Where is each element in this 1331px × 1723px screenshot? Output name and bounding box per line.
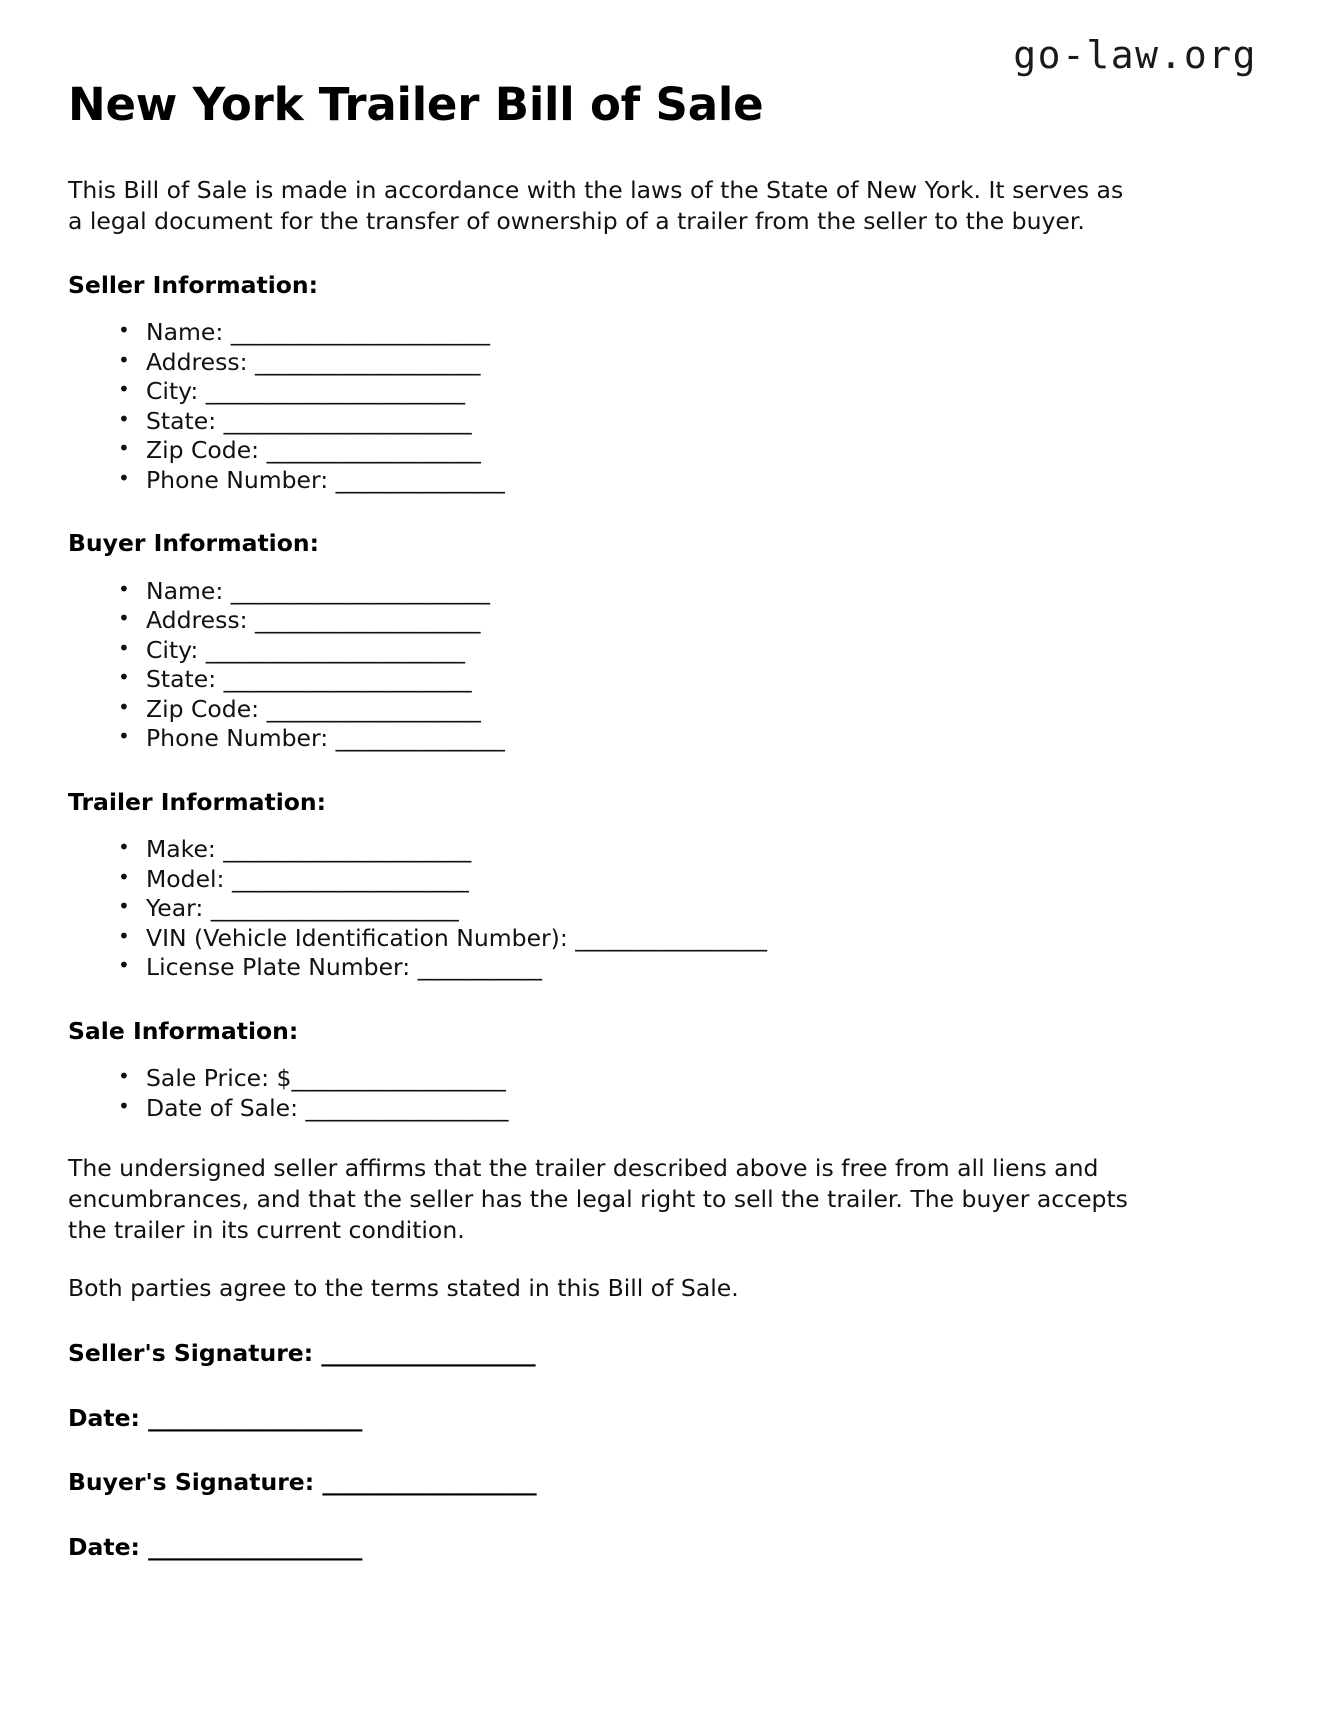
buyer-date-line — [68, 1498, 1263, 1563]
list-item — [146, 953, 1263, 982]
list-item — [146, 894, 1263, 923]
field-label: City: — [146, 635, 206, 664]
seller-date-line — [68, 1369, 1263, 1434]
field-label: VIN (Vehicle Identification Number): — [146, 923, 576, 952]
buyer-date-blank[interactable]: ___________________ — [148, 1532, 362, 1561]
field-label: Address: — [146, 606, 255, 635]
field-label: Date of Sale: — [146, 1093, 306, 1122]
list-item — [146, 1064, 1263, 1093]
list-item — [146, 835, 1263, 864]
field-label: Sale Price: $ — [146, 1064, 292, 1093]
field-blank[interactable]: _______________ — [335, 465, 505, 494]
seller-date-label: Date: — [68, 1403, 149, 1432]
buyer-date-label: Date: — [68, 1532, 149, 1561]
list-item — [146, 407, 1263, 436]
section-heading-seller: Seller Information: — [68, 270, 319, 299]
field-blank[interactable]: _______________ — [335, 724, 505, 753]
list-item — [146, 577, 1263, 606]
field-label: Phone Number: — [146, 724, 336, 753]
field-blank[interactable]: ______________________ — [223, 665, 472, 694]
field-label: State: — [146, 406, 224, 435]
page-title: New York Trailer Bill of Sale — [68, 78, 764, 131]
section-heading-trailer: Trailer Information: — [68, 787, 327, 816]
list-item — [146, 1094, 1263, 1123]
field-blank[interactable]: ___________________ — [291, 1064, 506, 1093]
field-blank[interactable]: _______________________ — [205, 377, 465, 406]
field-label: Address: — [146, 347, 255, 376]
field-blank[interactable]: ___________________ — [266, 694, 481, 723]
intro-paragraph: This Bill of Sale is made in accordance with the laws of the State of New York. It serves as a legal document for the transfer of ownership of a trailer from the seller to the buyer. — [68, 175, 1124, 235]
field-label: License Plate Number: — [146, 953, 418, 982]
field-blank[interactable]: ______________________ — [210, 894, 459, 923]
list-item — [146, 466, 1263, 495]
field-blank[interactable]: _______________________ — [230, 318, 490, 347]
seller-date-blank[interactable]: ___________________ — [148, 1403, 362, 1432]
field-label: Phone Number: — [146, 465, 336, 494]
field-blank[interactable]: _________________ — [575, 923, 767, 952]
field-blank[interactable]: _______________________ — [230, 576, 490, 605]
field-blank[interactable]: ____________________ — [254, 347, 480, 376]
seller-signature-blank[interactable]: ___________________ — [321, 1339, 536, 1368]
field-label: Year: — [146, 894, 211, 923]
site-brand-logo: go-law.org — [1013, 33, 1257, 77]
seller-signature-label: Seller's Signature: — [68, 1339, 322, 1368]
list-item — [146, 924, 1263, 953]
field-blank[interactable]: ___________ — [417, 953, 542, 982]
agreement-paragraph: Both parties agree to the terms stated in this Bill of Sale. — [68, 1274, 739, 1303]
list-item — [146, 724, 1263, 753]
field-blank[interactable]: _____________________ — [231, 864, 469, 893]
list-item — [146, 636, 1263, 665]
seller-field-list — [68, 300, 1263, 495]
list-item — [146, 318, 1263, 347]
field-label: Name: — [146, 576, 231, 605]
list-item — [146, 348, 1263, 377]
section-heading-sale: Sale Information: — [68, 1016, 299, 1045]
buyer-signature-line — [68, 1433, 1263, 1498]
field-blank[interactable]: ____________________ — [254, 606, 480, 635]
field-blank[interactable]: _______________________ — [205, 635, 465, 664]
field-label: Zip Code: — [146, 694, 267, 723]
field-label: Zip Code: — [146, 436, 267, 465]
buyer-field-list — [68, 559, 1263, 754]
trailer-field-list — [68, 817, 1263, 982]
list-item — [146, 665, 1263, 694]
list-item — [146, 606, 1263, 635]
field-label: State: — [146, 665, 224, 694]
field-label: Name: — [146, 318, 231, 347]
list-item — [146, 436, 1263, 465]
field-label: Make: — [146, 835, 224, 864]
field-blank[interactable]: ___________________ — [266, 436, 481, 465]
field-blank[interactable]: ______________________ — [223, 406, 472, 435]
list-item — [146, 377, 1263, 406]
field-blank[interactable]: ______________________ — [223, 835, 471, 864]
sale-field-list — [68, 1046, 1263, 1123]
buyer-signature-blank[interactable]: ___________________ — [322, 1468, 537, 1497]
field-label: Model: — [146, 864, 232, 893]
buyer-signature-label: Buyer's Signature: — [68, 1468, 323, 1497]
affirmation-paragraph: The undersigned seller affirms that the trailer described above is free from all liens and encumbrances, and that the seller has the legal right to sell the trailer. The buyer accepts the trailer in its current condition. — [68, 1154, 1128, 1245]
list-item — [146, 695, 1263, 724]
list-item — [146, 865, 1263, 894]
section-heading-buyer: Buyer Information: — [68, 529, 320, 558]
seller-signature-line — [68, 1304, 1263, 1369]
field-blank[interactable]: __________________ — [305, 1093, 508, 1122]
field-label: City: — [146, 377, 206, 406]
